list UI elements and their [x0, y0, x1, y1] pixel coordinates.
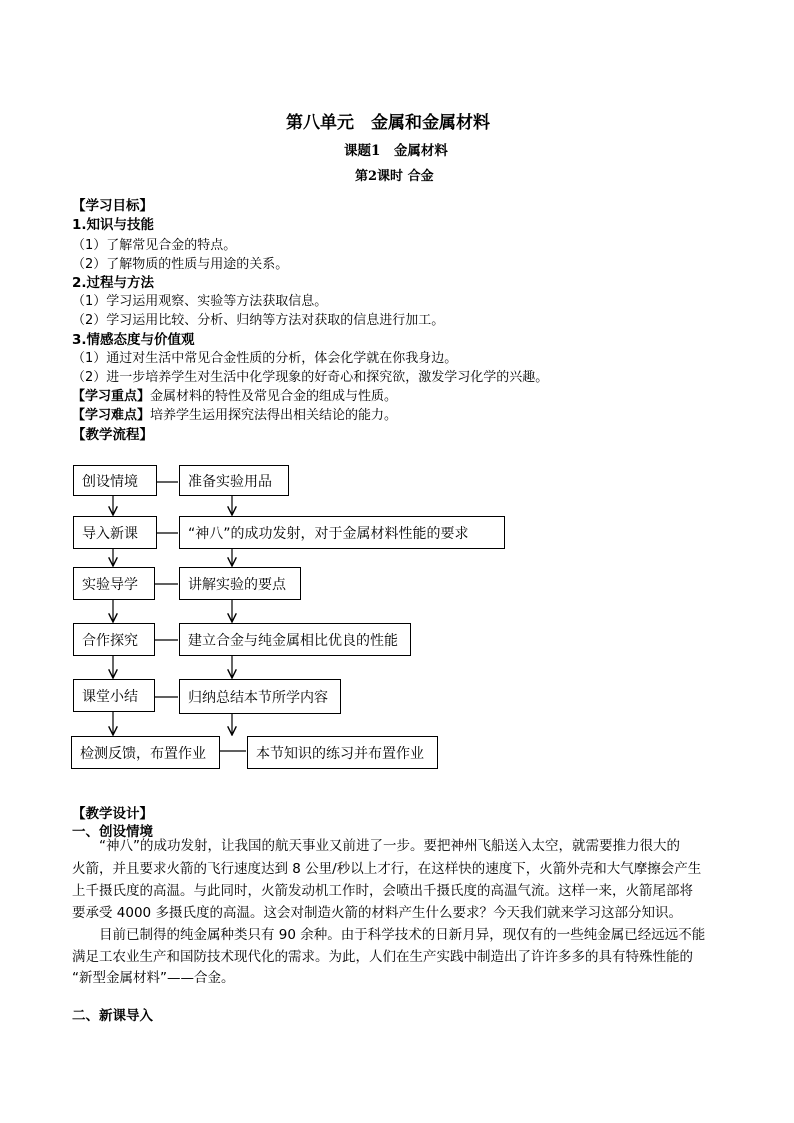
paragraph-line: 上千摄氏度的高温。与此同时，火箭发动机工作时，会喷出千摄氏度的高温气流。这样一来，火箭尾部将 [72, 883, 693, 899]
section-process-title: 2.过程与方法 [72, 275, 155, 291]
flow-step-create-situation: 创设情境 [73, 465, 157, 496]
paragraph-line: “新型金属材料”——合金。 [72, 970, 235, 986]
section-attitude-title: 3.情感态度与价值观 [72, 332, 195, 348]
paragraph-line: “神八”的成功发射，让我国的航天事业又前进了一步。要把神州飞船送入太空，就需要推力很大的 [99, 838, 680, 854]
flow-heading: 【教学流程】 [72, 427, 153, 443]
flow-step-feedback-homework: 检测反馈，布置作业 [71, 736, 220, 769]
objective-item: （2）学习运用比较、分析、归纳等方法对获取的信息进行加工。 [72, 313, 445, 328]
section2-title: 二、新课导入 [72, 1008, 153, 1024]
flow-task-prepare-materials: 准备实验用品 [179, 465, 289, 496]
objective-item: （1）学习运用观察、实验等方法获取信息。 [72, 294, 328, 309]
flow-step-class-summary: 课堂小结 [73, 679, 155, 712]
paragraph-line: 要承受 4000 多摄氏度的高温。这会对制造火箭的材料产生什么要求？今天我们就来学习这部分知识。 [72, 905, 682, 921]
lesson-title: 第2课时 合金 [355, 169, 434, 184]
section1-title: 一、创设情境 [72, 824, 153, 840]
design-heading: 【教学设计】 [72, 806, 153, 822]
paragraph-line: 火箭，并且要求火箭的飞行速度达到 8 公里/秒以上才行，在这样快的速度下，火箭外壳和大气摩擦会产生 [72, 861, 702, 877]
objective-item: （1）了解常见合金的特点。 [72, 238, 237, 253]
paragraph-line: 目前已制得的纯金属种类只有 90 余种。由于科学技术的日新月异，现仅有的一些纯金属已经远远不能 [99, 927, 706, 943]
flow-task-shenba-requirements: “神八”的成功发射，对于金属材料性能的要求 [179, 516, 505, 549]
difficult-point-label: 【学习难点】 [72, 408, 151, 423]
difficult-point-text: 培养学生运用探究法得出相关结论的能力。 [150, 408, 398, 423]
flow-step-experiment-guide: 实验导学 [73, 567, 155, 600]
key-point-label: 【学习重点】 [72, 389, 151, 404]
section-knowledge-title: 1.知识与技能 [72, 217, 155, 233]
objective-item: （1）通过对生活中常见合金性质的分析，体会化学就在你我身边。 [72, 351, 458, 366]
subtitle: 课题1 金属材料 [344, 143, 448, 159]
objective-item: （2）进一步培养学生对生活中化学现象的好奇心和探究欲，激发学习化学的兴趣。 [72, 370, 549, 385]
flow-task-practice-homework: 本节知识的练习并布置作业 [247, 736, 438, 769]
objective-item: （2）了解物质的性质与用途的关系。 [72, 257, 289, 272]
page-title: 第八单元 金属和金属材料 [286, 113, 490, 133]
flow-step-introduce-lesson: 导入新课 [73, 516, 157, 549]
flow-task-summarize: 归纳总结本节所学内容 [179, 679, 341, 714]
flow-task-alloy-properties: 建立合金与纯金属相比优良的性能 [179, 623, 411, 656]
key-point-text: 金属材料的特性及常见合金的组成与性质。 [150, 389, 398, 404]
paragraph-line: 满足工农业生产和国防技术现代化的需求。为此，人们在生产实践中制造出了许许多多的具有特殊性能的 [72, 949, 693, 965]
objectives-heading: 【学习目标】 [72, 198, 153, 214]
flow-task-explain-experiment: 讲解实验的要点 [179, 567, 301, 600]
flow-step-cooperative-inquiry: 合作探究 [73, 623, 155, 656]
